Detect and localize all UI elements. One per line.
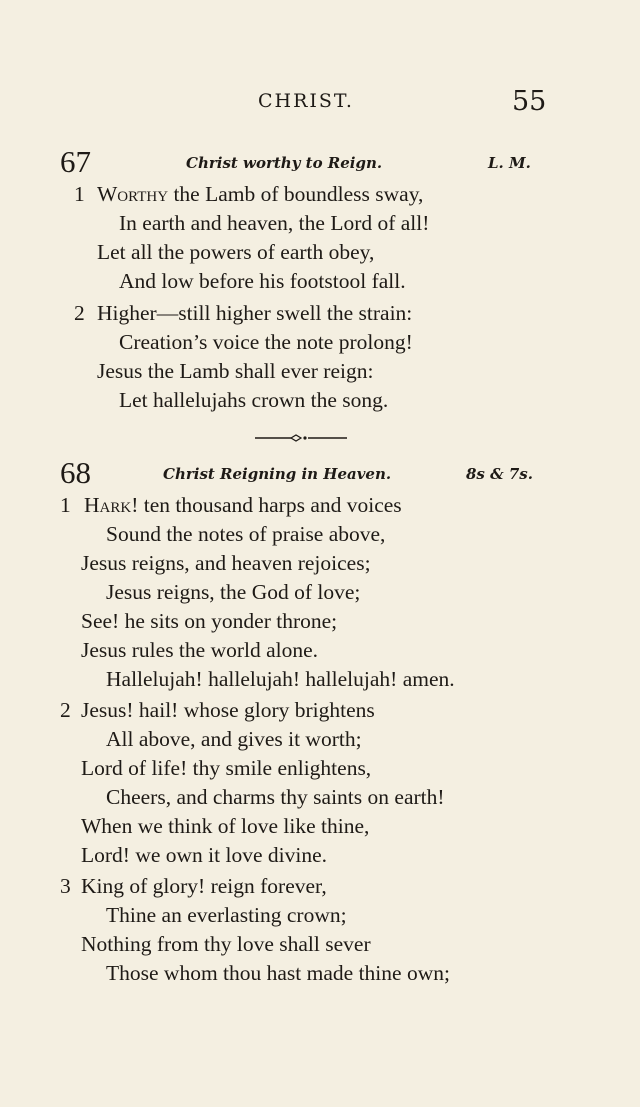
verse-first-word: Hark	[84, 493, 132, 517]
verse-number: 2	[74, 301, 85, 325]
section-divider-ornament	[255, 432, 347, 444]
verse-line: Let all the powers of earth obey,	[97, 240, 375, 264]
verse-line-rest: the Lamb of boundless sway,	[168, 182, 424, 206]
hymn-number: 68	[60, 455, 91, 490]
hymn-title: Christ worthy to Reign.	[186, 154, 383, 172]
verse-line: Thine an everlasting crown;	[106, 903, 347, 927]
running-head	[0, 88, 640, 118]
verse-line: Lord of life! thy smile enlightens,	[81, 756, 372, 780]
verse-number: 1	[60, 493, 71, 517]
hymn-68-heading	[0, 455, 640, 491]
verse-line: Cheers, and charms thy saints on earth!	[106, 785, 445, 809]
running-title: CHRIST.	[258, 90, 354, 112]
verse-line: Lord! we own it love divine.	[81, 843, 328, 867]
verse-line: King of glory! reign forever,	[81, 874, 327, 898]
hymn-meter: 8s & 7s.	[466, 465, 533, 483]
verse-line: When we think of love like thine,	[81, 814, 370, 838]
verse-line: Creation’s voice the note prolong!	[119, 330, 413, 354]
verse-line: All above, and gives it worth;	[106, 727, 362, 751]
verse-number: 1	[74, 182, 85, 206]
hymn-67-heading	[0, 144, 640, 180]
verse-line: Sound the notes of praise above,	[106, 522, 386, 546]
verse-number: 2	[60, 698, 71, 722]
verse-line	[97, 182, 423, 207]
hymn-meter: L. M.	[488, 154, 531, 172]
page-number: 55	[512, 86, 547, 117]
hymn-title: Christ Reigning in Heaven.	[163, 465, 392, 483]
verse-line	[84, 493, 402, 518]
verse-line: Those whom thou hast made thine own;	[106, 961, 450, 985]
verse-line: Higher—still higher swell the strain:	[97, 301, 413, 325]
hymn-number: 67	[60, 144, 91, 179]
verse-line: Jesus! hail! whose glory brightens	[81, 698, 375, 722]
verse-line: Hallelujah! hallelujah! hallelujah! amen.	[106, 667, 455, 691]
verse-line: Nothing from thy love shall sever	[81, 932, 371, 956]
verse-line: And low before his footstool fall.	[119, 269, 406, 293]
verse-line: See! he sits on yonder throne;	[81, 609, 338, 633]
verse-line: Jesus reigns, and heaven rejoices;	[81, 551, 371, 575]
verse-line: In earth and heaven, the Lord of all!	[119, 211, 430, 235]
verse-line-rest: ! ten thousand harps and voices	[131, 493, 402, 517]
verse-first-word: Worthy	[97, 182, 169, 206]
verse-number: 3	[60, 874, 71, 898]
verse-line: Jesus rules the world alone.	[81, 638, 319, 662]
verse-line: Jesus reigns, the God of love;	[106, 580, 361, 604]
verse-line: Let hallelujahs crown the song.	[119, 388, 389, 412]
verse-line: Jesus the Lamb shall ever reign:	[97, 359, 374, 383]
